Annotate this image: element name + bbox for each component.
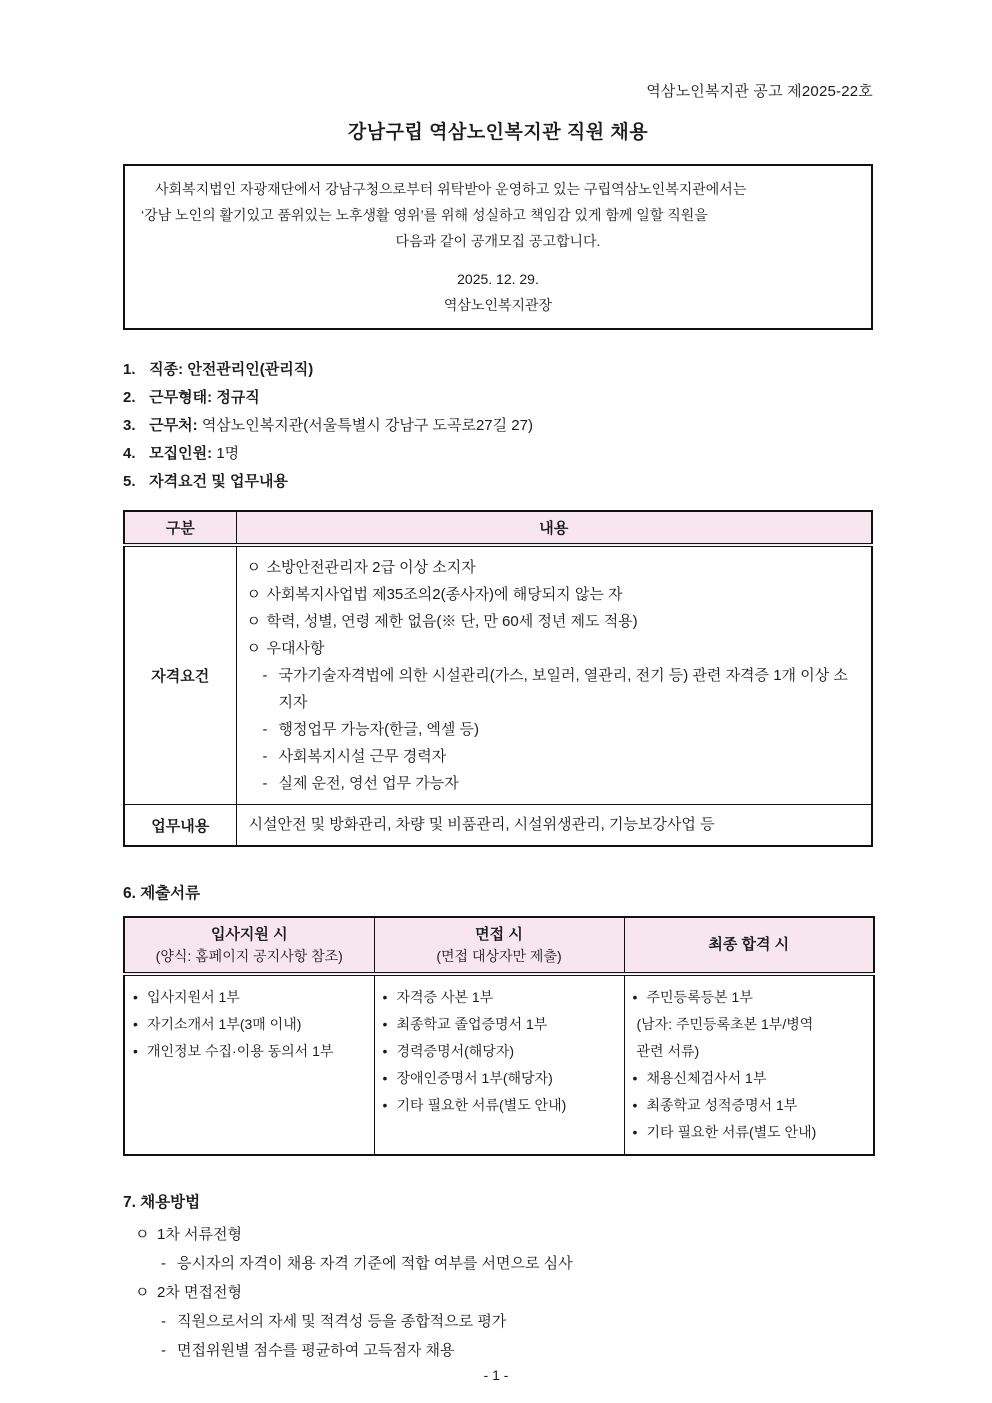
line-text: 행정업무 가능자(한글, 엑셀 등) (278, 721, 480, 738)
duties-row (124, 805, 872, 847)
documents-table (123, 916, 875, 1156)
line-text: 주민등록등본 1부 (646, 989, 753, 1005)
line-text: 최종학교 졸업증명서 1부 (396, 1016, 548, 1032)
line-text: 입사지원서 1부 (147, 989, 240, 1005)
method-item (123, 1307, 873, 1336)
item-number: 4. (123, 445, 136, 462)
bullet-line (247, 581, 862, 608)
info-item-workplace (123, 412, 873, 440)
dash-bullet: - (161, 1313, 166, 1330)
item-number: 5. (123, 473, 136, 490)
dot-bullet: • (382, 1097, 388, 1113)
section7-heading: 7. 채용방법 (123, 1194, 201, 1211)
final-documents-cell (624, 974, 874, 1155)
qual-label-cell: 자격요건 (124, 545, 236, 805)
qualifications-row (124, 545, 872, 805)
line-text: 자격증 사본 1부 (396, 989, 494, 1005)
dot-bullet: • (632, 989, 638, 1005)
item-label: 모집인원: (149, 445, 213, 462)
item-label: 근무처: (149, 417, 198, 434)
item-value: 안전관리인(관리직) (187, 361, 314, 378)
line-text: 개인정보 수집·이용 동의서 1부 (147, 1043, 334, 1059)
doc-line (633, 1038, 866, 1065)
intro-spacer (141, 254, 855, 266)
qualifications-table (123, 510, 873, 847)
dot-bullet: • (632, 1124, 638, 1140)
doc-line (383, 1065, 616, 1092)
document-title: 강남구립 역삼노인복지관 직원 채용 (347, 122, 649, 143)
dash-bullet: - (262, 775, 268, 792)
bullet-line (247, 662, 862, 716)
info-list (123, 356, 873, 496)
notice-number: 역삼노인복지관 공고 제2025-22호 (646, 83, 873, 100)
documents-body-row (124, 974, 874, 1155)
dash-bullet: - (262, 721, 268, 738)
dot-bullet: • (632, 1070, 638, 1086)
line-text: 사회복지시설 근무 경력자 (278, 748, 447, 765)
doc-line (383, 1092, 616, 1119)
bullet-line (247, 716, 862, 743)
column-subtitle: (양식: 홈페이지 공지사항 참조) (155, 948, 343, 964)
duty-label-cell: 업무내용 (124, 805, 236, 847)
doc-line (383, 1038, 616, 1065)
line-text: 직원으로서의 자세 및 적격성 등을 종합적으로 평가 (177, 1313, 507, 1330)
qual-content-cell (236, 545, 872, 805)
item-value: 정규직 (216, 389, 260, 406)
line-text: 관련 서류) (636, 1043, 700, 1059)
apply-documents-cell (124, 974, 374, 1155)
document-content (0, 80, 992, 1365)
circle-bullet: ㅇ (246, 613, 261, 630)
line-text: 면접위원별 점수를 평균하여 고득점자 채용 (177, 1342, 455, 1359)
line-text: 경력증명서(해당자) (396, 1043, 515, 1059)
line-text: 장애인증명서 1부(해당자) (396, 1070, 553, 1086)
bullet-line (247, 635, 862, 662)
issue-date: 2025. 12. 29. (457, 271, 539, 287)
table-header-row (124, 511, 872, 545)
documents-header-row (124, 917, 874, 974)
dash-bullet: - (262, 748, 268, 765)
line-text: (남자: 주민등록초본 1부/병역 (636, 1016, 814, 1032)
line-text: 2차 면접전형 (157, 1284, 242, 1301)
dash-bullet: - (161, 1255, 166, 1272)
item-label: 근무형태: (149, 389, 213, 406)
info-item-headcount (123, 440, 873, 468)
dot-bullet: • (133, 1043, 138, 1059)
bullet-line (247, 743, 862, 770)
doc-line (133, 1011, 366, 1038)
method-item (123, 1249, 873, 1278)
interview-documents-cell (374, 974, 624, 1155)
bullet-line (247, 608, 862, 635)
line-text: 기타 필요한 서류(별도 안내) (396, 1097, 567, 1113)
intro-box (123, 164, 873, 330)
line-text: 최종학교 성적증명서 1부 (646, 1097, 798, 1113)
line-text: 채용신체검사서 1부 (646, 1070, 767, 1086)
dash-bullet: - (262, 667, 268, 684)
circle-bullet: ㅇ (135, 1226, 150, 1243)
dash-bullet: - (161, 1342, 166, 1359)
line-text: 국가기술자격법에 의한 시설관리(가스, 보일러, 열관리, 전기 등) 관련 자격증 1개 이상 소지자 (278, 667, 848, 711)
dot-bullet: • (382, 1070, 388, 1086)
line-text: 기타 필요한 서류(별도 안내) (646, 1124, 817, 1140)
column-title: 입사지원 시 (210, 926, 288, 943)
header-cell-apply (124, 917, 374, 974)
section6-heading: 6. 제출서류 (123, 885, 201, 902)
item-value: 역삼노인복지관(서울특별시 강남구 도곡로27길 27) (201, 417, 533, 434)
item-number: 2. (123, 389, 136, 406)
item-label: 직종: (149, 361, 184, 378)
bullet-line (247, 554, 862, 581)
doc-line (383, 1011, 616, 1038)
intro-line: ‘강남 노인의 활기있고 품위있는 노후생활 영위’를 위해 성실하고 책임감 있게 함께 일할 직원을 (141, 207, 708, 223)
item-label: 자격요건 및 업무내용 (149, 473, 288, 490)
method-item (123, 1278, 873, 1307)
circle-bullet: ㅇ (135, 1284, 150, 1301)
dot-bullet: • (382, 989, 388, 1005)
doc-line (383, 984, 616, 1011)
doc-line (133, 1038, 366, 1065)
header-cell-interview (374, 917, 624, 974)
info-item-qualifications-heading (123, 468, 873, 496)
line-text: 1차 서류전형 (157, 1226, 242, 1243)
item-number: 3. (123, 417, 136, 434)
header-cell-content: 내용 (236, 511, 872, 545)
line-text: 자기소개서 1부(3매 이내) (147, 1016, 302, 1032)
intro-line: 다음과 같이 공개모집 공고합니다. (395, 233, 601, 249)
dot-bullet: • (632, 1097, 638, 1113)
item-number: 1. (123, 361, 136, 378)
circle-bullet: ㅇ (246, 559, 261, 576)
method-list (123, 1220, 873, 1365)
bullet-line (247, 770, 862, 797)
column-subtitle: (면접 대상자만 제출) (436, 948, 562, 964)
dot-bullet: • (133, 1016, 138, 1032)
method-item (123, 1336, 873, 1365)
doc-line (633, 1092, 866, 1119)
header-cell-final (624, 917, 874, 974)
doc-line (633, 984, 866, 1011)
dot-bullet: • (382, 1016, 388, 1032)
circle-bullet: ㅇ (246, 586, 261, 603)
column-title: 면접 시 (475, 926, 523, 943)
doc-line (633, 1065, 866, 1092)
doc-line (633, 1119, 866, 1146)
column-title: 최종 합격 시 (708, 936, 790, 953)
doc-line (133, 984, 366, 1011)
page-number: - 1 - (483, 1367, 509, 1383)
line-text: 소방안전관리자 2급 이상 소지자 (266, 559, 476, 576)
line-text: 학력, 성별, 연령 제한 없음(※ 단, 만 60세 정년 제도 적용) (266, 613, 638, 630)
line-text: 응시자의 자격이 채용 자격 기준에 적합 여부를 서면으로 심사 (177, 1255, 573, 1272)
line-text: 실제 운전, 영선 업무 가능자 (278, 775, 459, 792)
issuer: 역삼노인복지관장 (443, 297, 553, 313)
doc-line (633, 1011, 866, 1038)
header-cell-category: 구분 (124, 511, 236, 545)
info-item-employment-type (123, 384, 873, 412)
line-text: 사회복지사업법 제35조의2(종사자)에 해당되지 않는 자 (266, 586, 623, 603)
dot-bullet: • (382, 1043, 388, 1059)
circle-bullet: ㅇ (246, 640, 261, 657)
method-item (123, 1220, 873, 1249)
line-text: 우대사항 (266, 640, 325, 657)
intro-line: 사회복지법인 자광재단에서 강남구청으로부터 위탁받아 운영하고 있는 구립역삼노인복지관에서는 (155, 181, 747, 197)
info-item-jobtype (123, 356, 873, 384)
item-value: 1명 (216, 445, 240, 462)
dot-bullet: • (133, 989, 138, 1005)
duty-content-cell: 시설안전 및 방화관리, 차량 및 비품관리, 시설위생관리, 기능보강사업 등 (236, 805, 872, 847)
